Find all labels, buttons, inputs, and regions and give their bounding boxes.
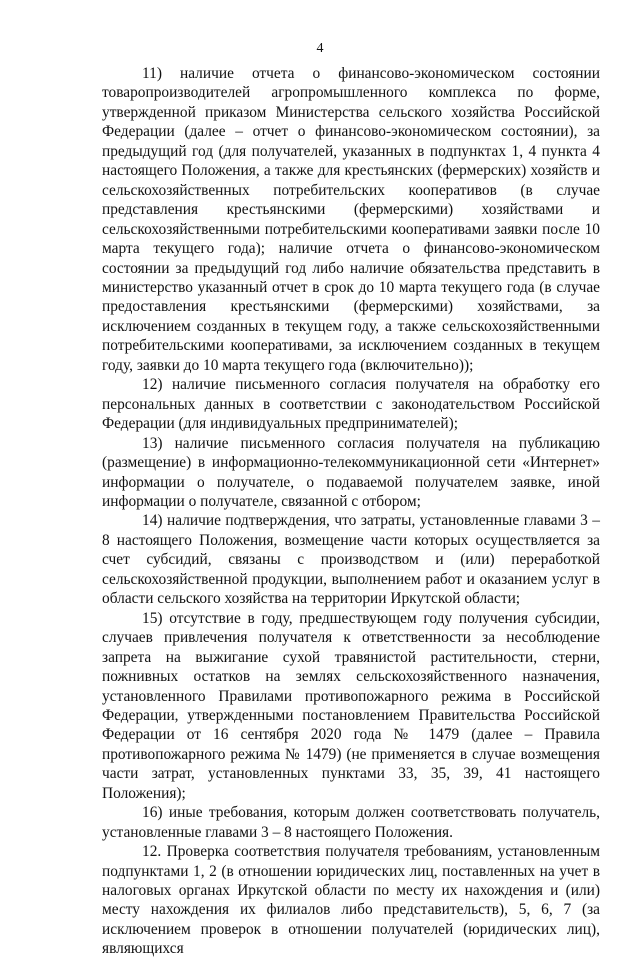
paragraph-item-11: 11) наличие отчета о финансово-экономическом состоянии товаропроизводителей агропромышленного комплекса по форме, утвержденной приказом Министерства сельского хозяйства Российской Федерации (далее – отчет о финансово-экономическом состоянии), за предыдущий год (для получателей, указанных в подпунктах 1, 4 пункта 4 настоящего Положения, а также для крестьянских (фермерских) хозяйств и сельскохозяйственных потребительских кооперативов (в случае представления крестьянскими (фермерскими) хозяйствами и сельскохозяйственными потребительскими кооперативами заявки после 10 марта текущего года); наличие отчета о финансово-экономическом состоянии за предыдущий год либо наличие обязательства представить в министерство указанный отчет в срок до 10 марта текущего года (в случае предоставления крестьянскими (фермерскими) хозяйствами, за исключением созданных в текущем году, а также сельскохозяйственными потребительскими кооперативами, за исключением созданных в текущем году, заявки до 10 марта текущего года (включительно)); [102, 65, 600, 374]
paragraph-item-12: 12) наличие письменного согласия получателя на обработку его персональных данных в соответствии с законодательством Российской Федерации (для индивидуальных предпринимателей); [102, 376, 600, 433]
paragraph-item-14: 14) наличие подтверждения, что затраты, установленные главами 3 – 8 настоящего Положения, возмещение части которых осуществляется за счет субсидий, связаны с производством и (или) переработкой сельскохозяйственной продукции, выполнением работ и оказанием услуг в области сельского хозяйства на территории Иркутской области; [102, 512, 600, 608]
page-number: 4 [316, 41, 324, 56]
paragraph-item-16: 16) иные требования, которым должен соответствовать получатель, установленные главами 3 – 8 настоящего Положения. [102, 804, 600, 841]
paragraph-clause-12: 12. Проверка соответствия получателя требованиям, установленным подпунктами 1, 2 (в отношении юридических лиц, поставленных на учет в налоговых органах Иркутской области по месту их нахождения и (или) месту нахождения их филиалов либо представительств), 5, 6, 7 (за исключением проверок в отношении получателей (юридических лиц), являющихся [102, 843, 600, 958]
paragraph-item-13: 13) наличие письменного согласия получателя на публикацию (размещение) в информационно-телекоммуникационной сети «Интернет» информации о получателе, о подаваемой получателем заявке, иной информации о получателе, связанной с отбором; [102, 434, 600, 510]
document-body [102, 64, 600, 959]
paragraph-item-15: 15) отсутствие в году, предшествующем году получения субсидии, случаев привлечения получателя к ответственности за несоблюдение запрета на выжигание сухой травянистой растительности, стерни, пожнивных остатков на землях сельскохозяйственного назначения, установленного Правилами противопожарного режима в Российской Федерации, утвержденными постановлением Правительства Российской Федерации от 16 сентября 2020 года № 1479 (далее – Правила противопожарного режима № 1479) (не применяется в случае возмещения части затрат, установленных пунктами 33, 35, 39, 41 настоящего Положения); [102, 609, 600, 802]
